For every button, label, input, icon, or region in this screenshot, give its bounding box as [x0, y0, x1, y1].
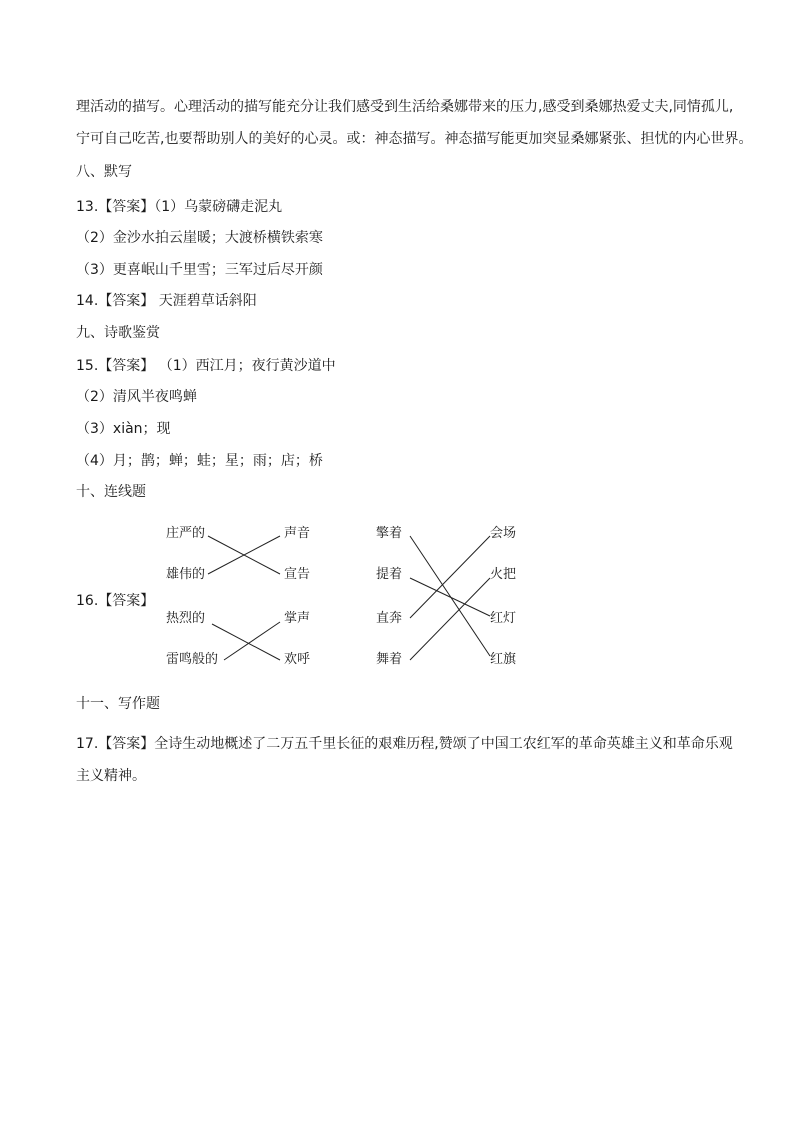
group2-left-3: 直奔 — [376, 611, 403, 626]
answer-14: 14.【答案】 天涯碧草话斜阳 — [76, 293, 257, 309]
link-wuzhe-huoba — [410, 578, 490, 660]
answer-13-3: （3）更喜岷山千里雪；三军过后尽开颜 — [76, 262, 323, 278]
group1-left-3: 热烈的 — [166, 611, 206, 626]
group1-right-4: 欢呼 — [284, 652, 311, 667]
line-0: 理活动的描写。心理活动的描写能充分让我们感受到生活给桑娜带来的压力,感受到桑娜热爱丈夫,同情孤儿, — [76, 99, 734, 115]
answer-13: 13.【答案】（1）乌蒙磅礴走泥丸 — [76, 199, 283, 215]
answer-13-2: （2）金沙水拍云崖暖；大渡桥横铁索寒 — [76, 230, 323, 246]
answer-15-2: （2）清风半夜鸣蝉 — [76, 389, 197, 405]
answer-15-4: （4）月；鹊；蝉；蛙；星；雨；店；桥 — [76, 453, 323, 469]
answer-15: 15.【答案】 （1）西江月；夜行黄沙道中 — [76, 358, 336, 374]
link-qingzhe-hongqi — [410, 536, 490, 656]
matching-diagram — [160, 520, 540, 670]
group2-right-3: 红灯 — [490, 611, 517, 626]
group1-left-1: 庄严的 — [166, 526, 206, 541]
link-tizhe-hongdeng — [410, 578, 490, 616]
group1-right-1: 声音 — [284, 526, 311, 541]
group2-left-1: 擎着 — [376, 526, 403, 541]
group2-left-4: 舞着 — [376, 652, 403, 667]
group2-left-2: 提着 — [376, 567, 403, 582]
answer-17: 17.【答案】全诗生动地概述了二万五千里长征的艰难历程,赞颂了中国工农红军的革命英雄主义和革命乐观 — [76, 736, 733, 752]
section-heading-11: 十一、写作题 — [76, 696, 160, 712]
section-heading-8: 八、默写 — [76, 164, 132, 180]
link-zhiben-huichang — [410, 536, 490, 618]
group1-left-2: 雄伟的 — [166, 567, 206, 582]
group2-right-4: 红旗 — [490, 652, 517, 667]
answer-17-cont: 主义精神。 — [76, 768, 146, 784]
line-1: 宁可自己吃苦,也要帮助别人的美好的心灵。或：神态描写。神态描写能更加突显桑娜紧张、担忧的内心世界。 — [76, 131, 753, 147]
section-heading-10: 十、连线题 — [76, 484, 146, 500]
group2-right-1: 会场 — [490, 526, 517, 541]
matching-lines — [160, 520, 540, 670]
group1-left-4: 雷鸣般的 — [166, 652, 219, 667]
answer-15-3: （3）xiàn；现 — [76, 421, 171, 437]
section-heading-9: 九、诗歌鉴赏 — [76, 325, 160, 341]
group1-right-2: 宣告 — [284, 567, 311, 582]
answer-16-label: 16.【答案】 — [76, 593, 155, 609]
link-leiming-zhangsheng — [224, 622, 280, 660]
group2-right-2: 火把 — [490, 567, 517, 582]
group1-right-3: 掌声 — [284, 611, 311, 626]
